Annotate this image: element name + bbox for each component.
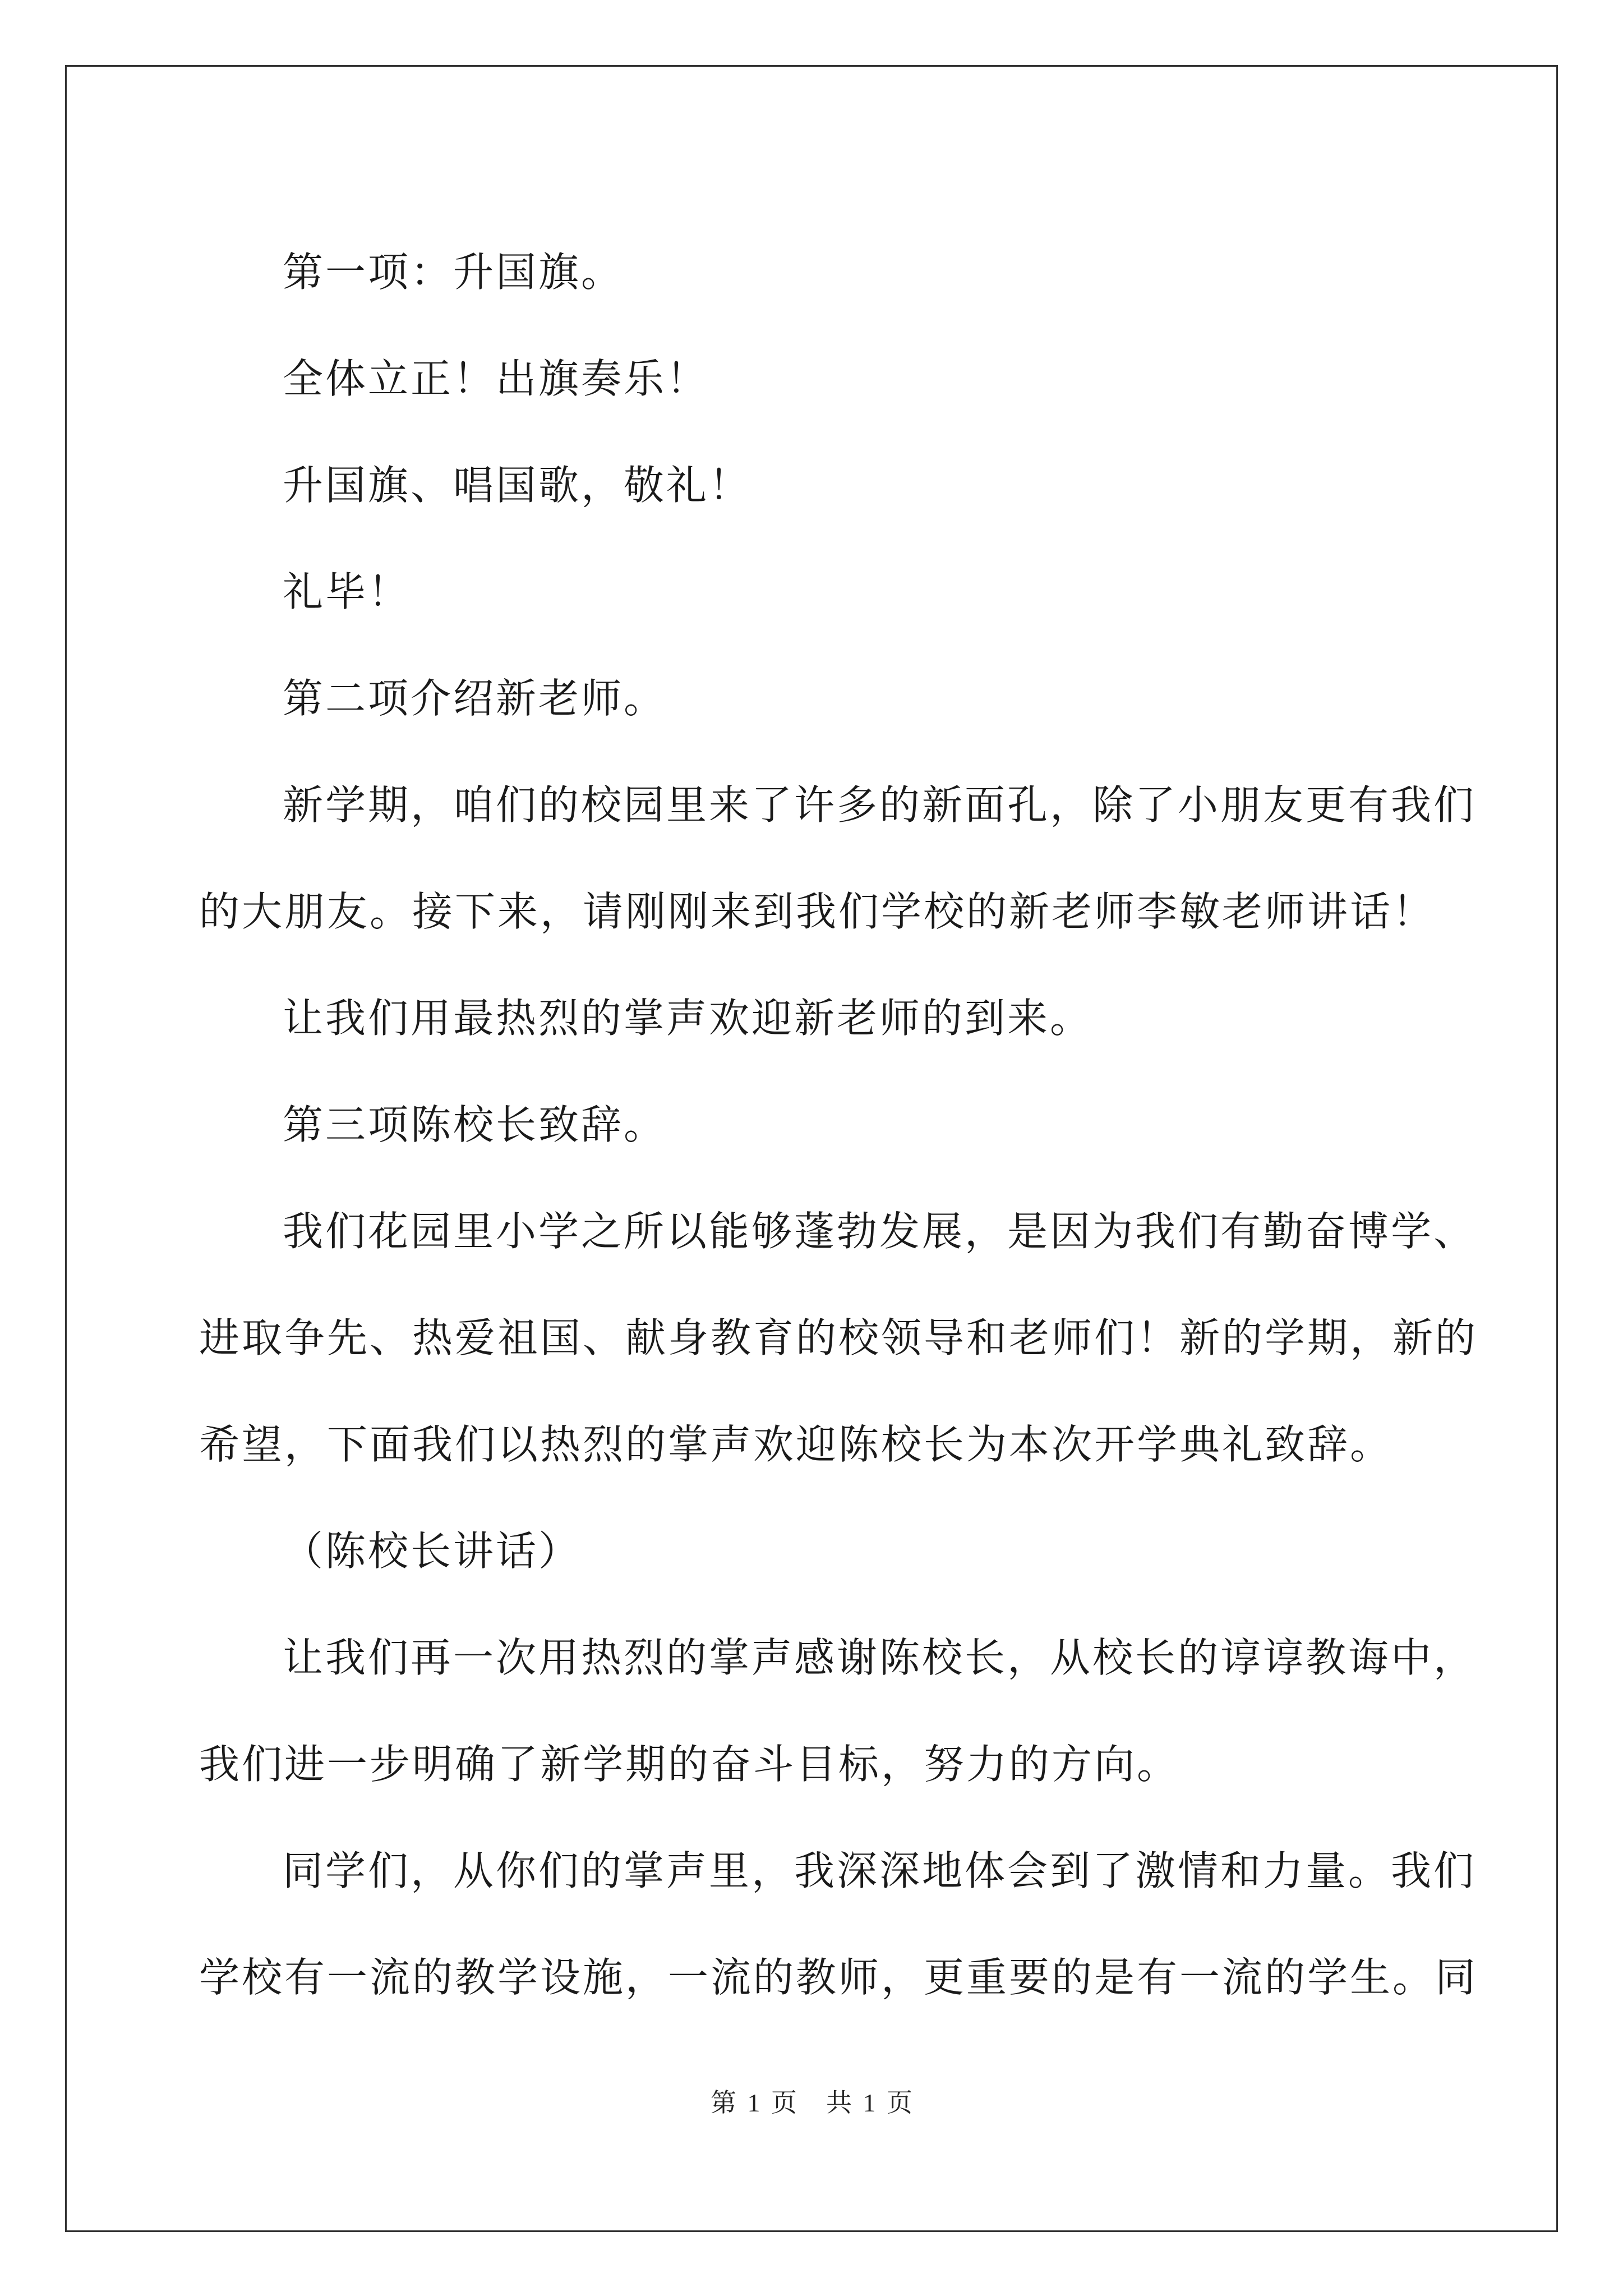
paragraph (199, 1178, 1478, 1498)
text-line: 让我们用最热烈的掌声欢迎新老师的到来。 (283, 995, 1093, 1042)
text-line: 进取争先、热爱祖国、献身教育的校领导和老师们！新的学期，新的 (199, 1314, 1478, 1361)
page-footer (0, 2082, 1623, 2119)
text-line: 新学期，咱们的校园里来了许多的新面孔，除了小朋友更有我们 (283, 781, 1477, 829)
document-body (199, 219, 1478, 2031)
paragraph (199, 752, 1477, 965)
paragraph (199, 432, 1436, 539)
paragraph (199, 219, 1436, 325)
text-line: 全体立正！出旗奏乐！ (283, 355, 709, 402)
page-number: 第 1 页 (711, 2088, 797, 2117)
text-line: 的大朋友。接下来，请刚刚来到我们学校的新老师李敏老师讲话！ (199, 888, 1436, 935)
text-line: 升国旗、唱国歌，敬礼！ (283, 462, 752, 509)
paragraph (199, 1498, 1436, 1604)
text-line: 希望，下面我们以热烈的掌声欢迎陈校长为本次开学典礼致辞。 (199, 1421, 1393, 1468)
text-line: 礼毕！ (283, 568, 411, 615)
text-line: 同学们，从你们的掌声里，我深深地体会到了激情和力量。我们 (283, 1847, 1477, 1894)
text-line: 第三项陈校长致辞。 (283, 1101, 667, 1148)
text-line: 我们花园里小学之所以能够蓬勃发展，是因为我们有勤奋博学、 (283, 1208, 1477, 1255)
text-line: 第二项介绍新老师。 (283, 675, 667, 722)
paragraph (199, 965, 1436, 1071)
text-line: 我们进一步明确了新学期的奋斗目标，努力的方向。 (199, 1741, 1180, 1788)
paragraph (199, 1071, 1436, 1178)
paragraph (199, 325, 1436, 432)
text-line: （陈校长讲话） (283, 1527, 582, 1575)
text-line: 第一项：升国旗。 (283, 249, 624, 296)
paragraph (199, 1604, 1477, 1818)
text-line: 让我们再一次用热烈的掌声感谢陈校长，从校长的谆谆教诲中， (283, 1634, 1477, 1681)
paragraph (199, 539, 1436, 645)
paragraph (199, 645, 1436, 752)
text-line: 学校有一流的教学设施，一流的教师，更重要的是有一流的学生。同 (199, 1954, 1478, 2001)
page-total: 共 1 页 (826, 2088, 912, 2117)
paragraph (199, 1818, 1478, 2031)
